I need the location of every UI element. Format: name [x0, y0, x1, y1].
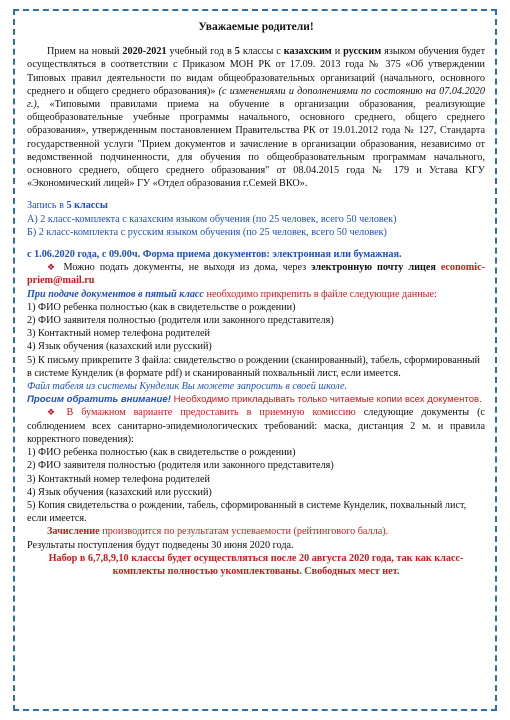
paper-rest: следующие документы (с соблюдением всех санитарно-эпидемиологических требований: маска, дистанция 2 м. и правила корректного поведения):: [27, 407, 485, 445]
document-page: [13, 9, 497, 711]
list-item: 4) Язык обучения (казахский или русский): [27, 486, 212, 498]
attach-paragraph: [27, 288, 485, 301]
list-item: 2) ФИО заявителя полностью (родителя или законного представителя): [27, 315, 334, 327]
list-item: 4) Язык обучения (казахский или русский): [27, 341, 212, 353]
list-item: 1) ФИО ребенка полностью (как в свидетельстве о рождении): [27, 301, 296, 313]
results-note: Результаты поступления будут подведены 30 июня 2020 года.: [27, 539, 294, 551]
attach-rest: необходимо прикрепить в файле следующие данные:: [203, 288, 437, 300]
list-item: 5) Копия свидетельства о рождении, табель, сформированный в системе Кунделик, похвальный лист, если имеется.: [27, 499, 467, 525]
zachislenie-bold: Зачисление: [47, 526, 100, 538]
online-bold: электронную почту лицея: [311, 262, 441, 274]
intro-text: и: [331, 46, 344, 58]
star-icon: ❖: [47, 262, 58, 273]
paper-paragraph: [27, 406, 485, 446]
paper-red: В бумажном варианте предоставить в приемную комиссию: [66, 407, 356, 419]
intro-kazakh: казахским: [283, 46, 332, 58]
enroll-heading-bold: 5 классы: [66, 200, 108, 212]
attention-note: [27, 393, 485, 406]
list-item: 5) К письму прикрепите 3 файла: свидетельство о рождении (сканированный), табель, сформированный в системе Кунделик (в формате pdf) и сканированный похвальный лист, если имеется.: [27, 354, 480, 379]
intro-text: учебный год в: [166, 46, 235, 58]
intro-text: языком обучения будет осуществляться в соответствии с Приказом МОН РК от 17.09. 2013 года № 375 «Об утверждении Типовых правил деятельности по видам общеобразовательных организаций (начального, основного среднего и общего среднего образования)»: [27, 46, 486, 97]
enroll-option-b: Б) 2 класс-комплекта с русским языком обучения (по 25 человек, всего 50 человек): [27, 226, 387, 238]
final-notice: Набор в 6,7,8,9,10 классы будет осуществляться после 20 августа 2020 года, так как класс-комплекты полностью укомплектованы. Свободных мест нет.: [48, 552, 464, 577]
online-documents-list: [27, 301, 485, 380]
list-item: 3) Контактный номер телефона родителей: [27, 328, 210, 340]
email-link[interactable]: economic-priem@mail.ru: [27, 262, 485, 287]
intro-year: 2020-2021: [122, 46, 167, 58]
list-item: 3) Контактный номер телефона родителей: [27, 473, 210, 485]
enroll-heading-prefix: Запись в: [27, 200, 67, 212]
zachislenie-rest: производится по результатам успеваемости (рейтингового балла).: [99, 526, 389, 538]
intro-amendment: (с изменениями и дополнениями по состоянию на 07.04.2020 г.): [27, 85, 485, 111]
intro-russian: русским: [343, 46, 382, 58]
attention-lead: Просим обратить внимание!: [27, 394, 171, 406]
zachislenie-note: [27, 525, 485, 538]
intro-paragraph: [27, 45, 485, 190]
page-title: Уважаемые родители!: [198, 21, 314, 33]
intro-text: , «Типовыми правилами приема на обучение в организации образования, реализующие общеобразовательные учебные программы начального, основного среднего, общего среднего образования», утвержденным постановлением Правительства РК от 19.01.2012 года № 127, Стандарта государственной услуги "Прием документов и зачисление в организации образования, независимо от ведомственной подчиненности, для обучения по общеобразовательным программам начального, основного среднего, общего среднего образования" от 08.04.2015 года № 179 и Устава КГУ «Экономический лицей» ГУ «Отдел образования г.Семей ВКО».: [27, 99, 485, 190]
online-paragraph: [27, 261, 485, 287]
attention-rest: Необходимо прикладывать только читаемые копии всех документов.: [170, 394, 482, 406]
enroll-option-a: А) 2 класс-комплекта с казахским языком обучения (по 25 человек, всего 50 человек): [27, 213, 397, 225]
enroll-heading: [27, 199, 485, 212]
list-item: 1) ФИО ребенка полностью (как в свидетельстве о рождении): [27, 447, 296, 459]
attach-lead: При подаче документов в пятый класс: [27, 288, 204, 300]
intro-text: классы с: [239, 46, 284, 58]
online-text: Можно подать документы, не выходя из дома, через: [63, 262, 312, 274]
paper-documents-list: [27, 446, 485, 525]
list-item: 2) ФИО заявителя полностью (родителя или законного представителя): [27, 460, 334, 472]
star-icon: ❖: [47, 407, 61, 418]
intro-grade: 5: [234, 46, 240, 58]
schedule-text: с 1.06.2020 года, с 09.00ч. Форма приема документов: электронная или бумажная.: [27, 249, 402, 261]
intro-text: Прием на новый: [47, 46, 123, 58]
kundelik-note: Файл табеля из системы Кунделик Вы можете запросить в своей школе.: [27, 381, 348, 393]
